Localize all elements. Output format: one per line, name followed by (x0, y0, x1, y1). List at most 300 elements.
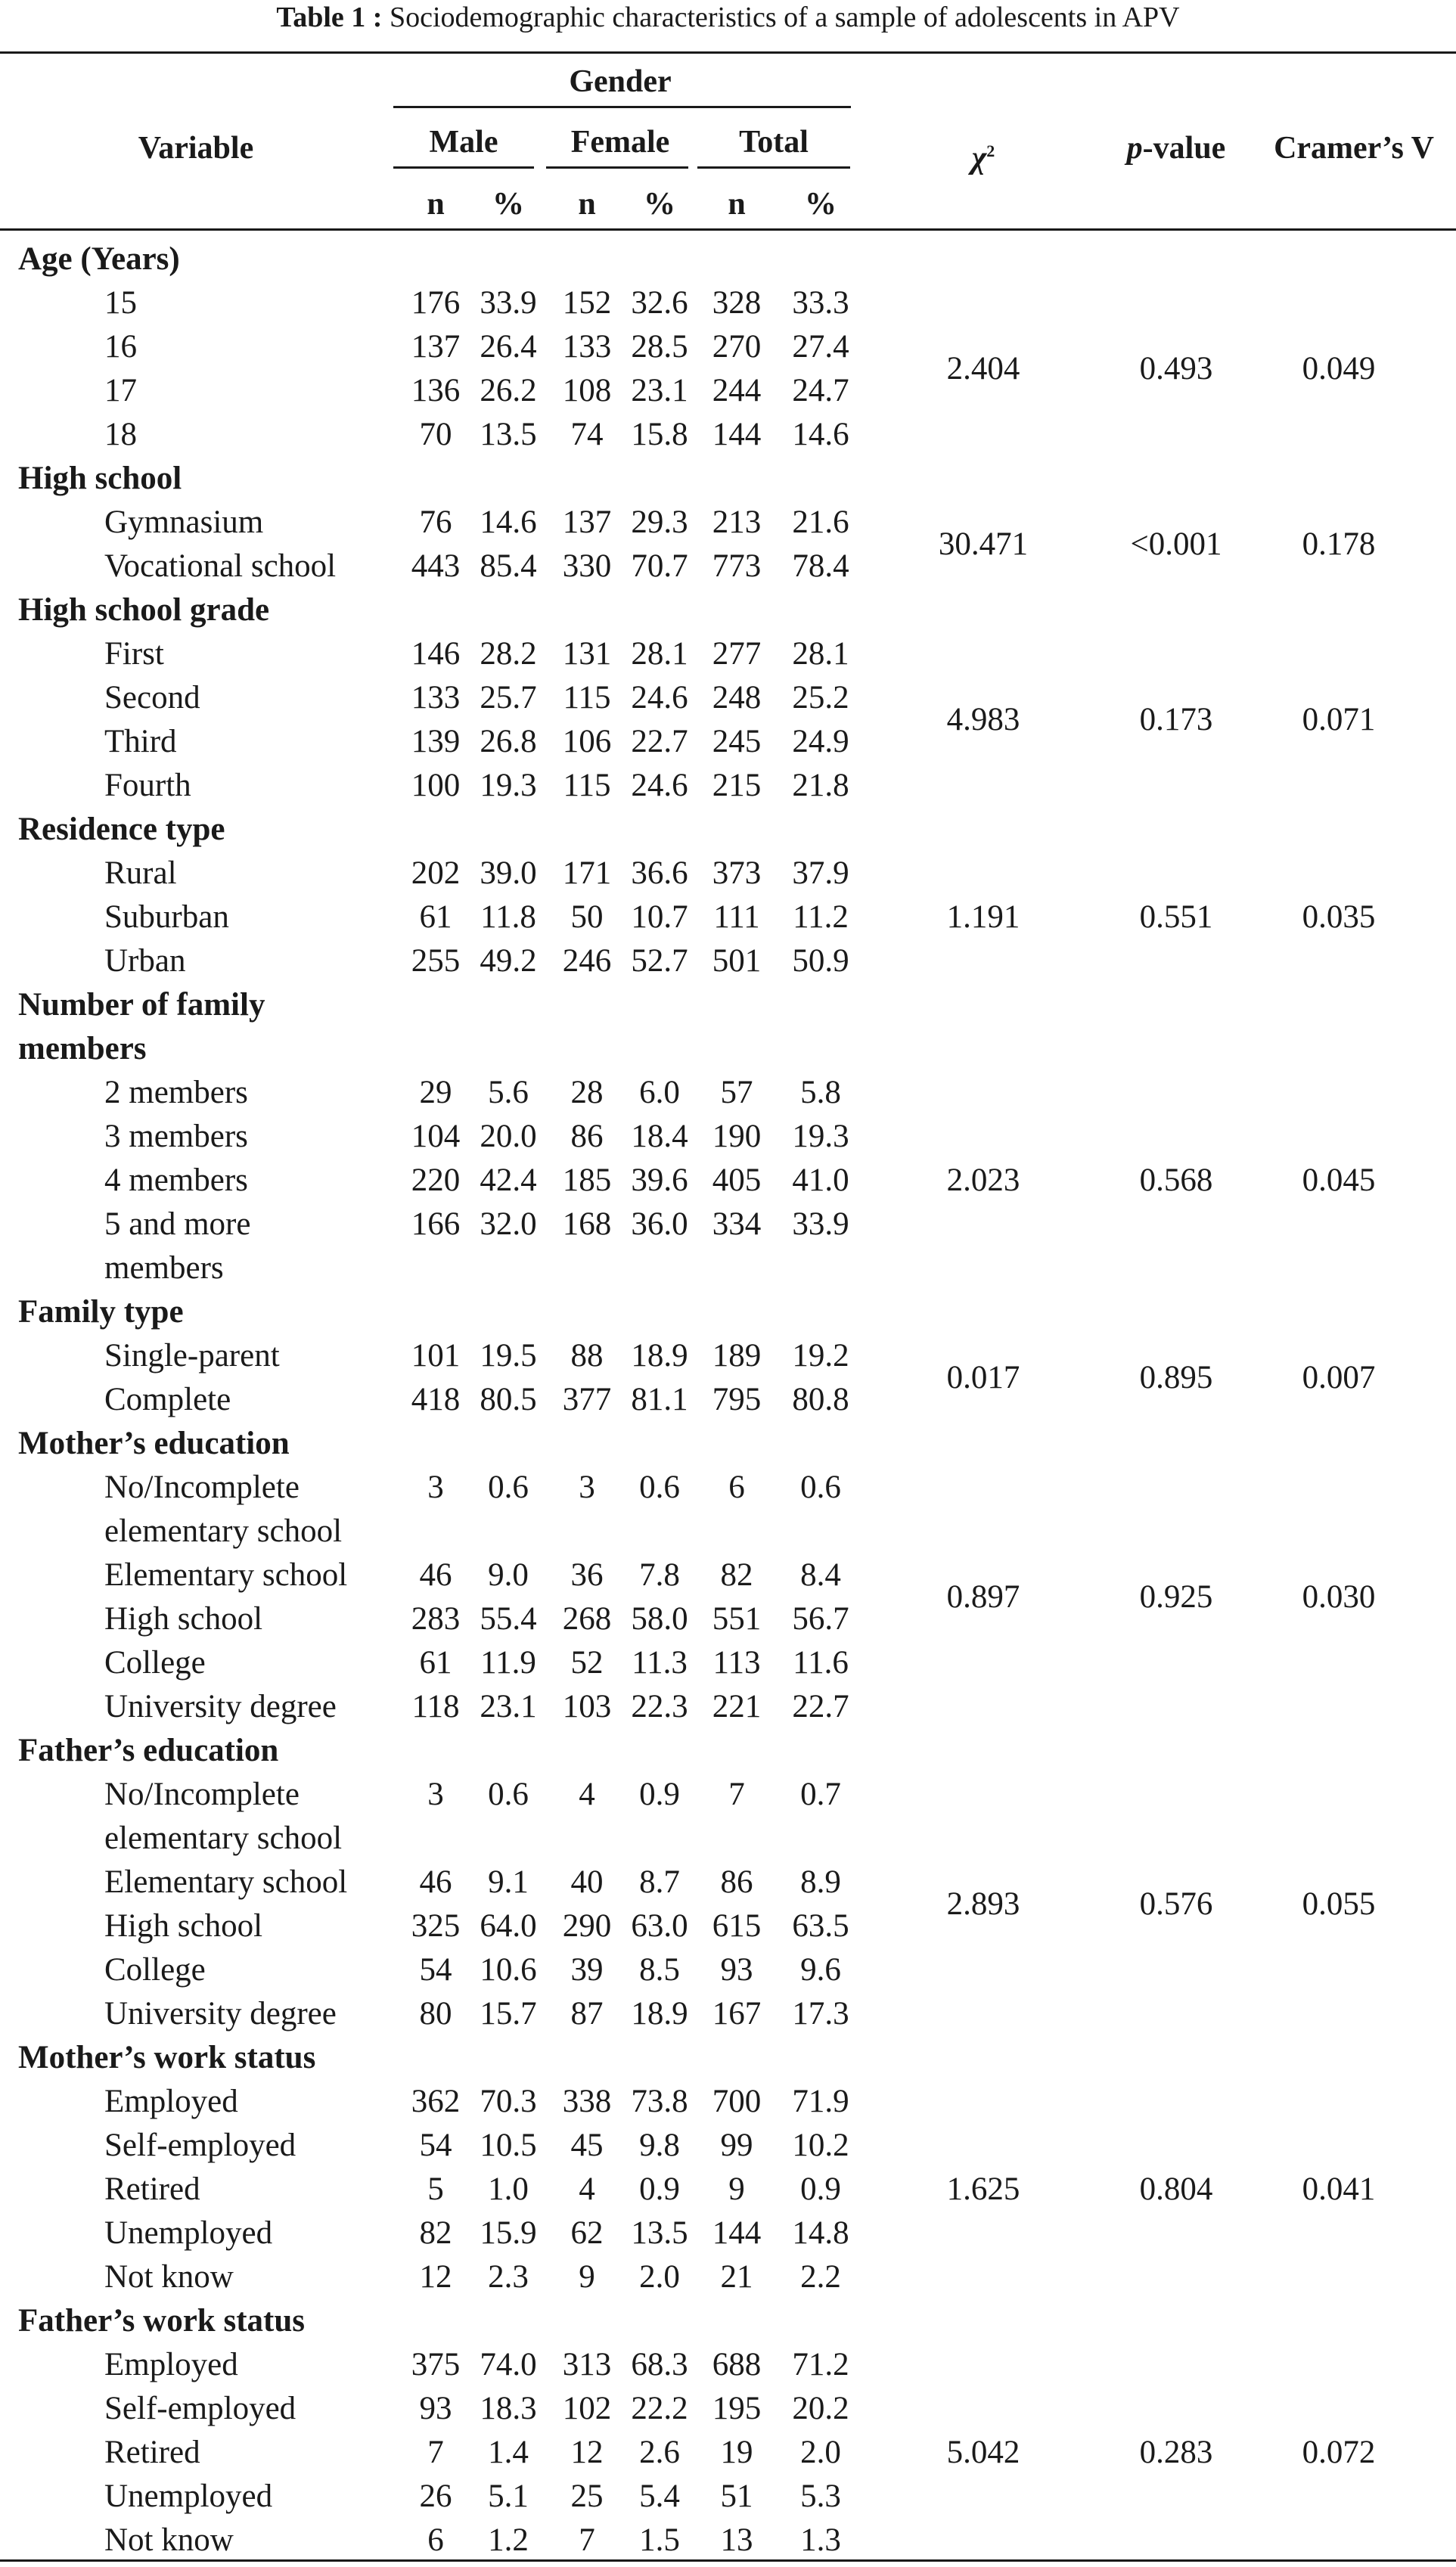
p-value: <0.001 (1130, 526, 1222, 562)
header-male-n: n (427, 187, 445, 222)
table-row (0, 1641, 1456, 1685)
cell-label: Employed (104, 2347, 238, 2382)
cell-male-pct: 15.7 (480, 1996, 537, 2032)
cell-total-pct: 50.9 (792, 943, 849, 979)
p-letter: p (1126, 131, 1143, 166)
cell-male-pct: 10.5 (480, 2128, 537, 2163)
cell-total-pct: 33.3 (792, 285, 849, 321)
cell-total-pct: 71.2 (792, 2347, 849, 2382)
cell-female-pct: 23.1 (631, 373, 688, 408)
cell-total-n: 501 (712, 943, 762, 979)
chi-square-value: 0.897 (946, 1579, 1020, 1615)
cell-total-n: 334 (712, 1206, 762, 1242)
cell-total-n: 700 (712, 2084, 762, 2119)
cell-male-n: 362 (411, 2084, 461, 2119)
chi-square-value: 4.983 (946, 702, 1020, 737)
cell-male-n: 139 (411, 724, 461, 759)
table-row (0, 632, 1456, 676)
cramers-v-value: 0.045 (1302, 1162, 1376, 1198)
cell-total-pct: 24.9 (792, 724, 849, 759)
cell-label: 18 (104, 417, 137, 452)
cell-female-pct: 6.0 (639, 1075, 680, 1110)
cell-female-pct: 70.7 (631, 548, 688, 584)
cell-female-n: 88 (570, 1338, 604, 1374)
cell-male-n: 136 (411, 373, 461, 408)
cell-female-pct: 29.3 (631, 504, 688, 540)
cell-male-pct: 32.0 (480, 1206, 537, 1242)
header-total-n: n (728, 187, 746, 222)
chi-square-value: 1.625 (946, 2171, 1020, 2207)
cell-male-n: 118 (411, 1689, 460, 1724)
section-heading: Residence type (18, 812, 225, 847)
cramers-v-value: 0.030 (1302, 1579, 1376, 1615)
cell-male-pct: 26.4 (480, 329, 537, 365)
p-value-suffix: -value (1142, 131, 1226, 166)
section-heading: Father’s education (18, 1733, 279, 1768)
cell-male-pct: 20.0 (480, 1119, 537, 1154)
cell-female-n: 115 (563, 680, 611, 715)
cell-female-n: 108 (562, 373, 612, 408)
top-rule (0, 51, 1456, 54)
cell-male-pct: 2.3 (488, 2259, 529, 2295)
chi-superscript: 2 (986, 141, 995, 160)
cell-male-n: 61 (419, 899, 452, 935)
cell-label: Not know (104, 2522, 234, 2558)
cell-male-pct: 28.2 (480, 636, 537, 672)
cell-male-pct: 0.6 (488, 1470, 529, 1505)
header-gender: Gender (569, 64, 672, 99)
cramers-v-value: 0.072 (1302, 2435, 1376, 2470)
cell-total-pct: 25.2 (792, 680, 849, 715)
cell-total-n: 9 (728, 2171, 745, 2207)
cell-total-pct: 63.5 (792, 1908, 849, 1944)
cell-male-pct: 19.5 (480, 1338, 537, 1374)
cell-male-n: 80 (419, 1996, 452, 2032)
cell-total-n: 221 (712, 1689, 762, 1724)
cell-male-pct: 9.0 (488, 1557, 529, 1593)
cell-total-n: 688 (712, 2347, 762, 2382)
cell-female-pct: 36.0 (631, 1206, 688, 1242)
chi-symbol: χ (971, 141, 987, 175)
cell-label: College (104, 1645, 206, 1681)
cell-total-n: 111 (713, 899, 760, 935)
cell-label: Self-employed (104, 2128, 296, 2163)
section-heading: Number of family (18, 987, 265, 1023)
cell-male-n: 146 (411, 636, 461, 672)
cell-female-n: 62 (570, 2215, 604, 2251)
cell-female-pct: 28.5 (631, 329, 688, 365)
cell-female-n: 36 (570, 1557, 604, 1593)
cell-total-n: 189 (712, 1338, 762, 1374)
table-row-continued (0, 1246, 1456, 1290)
section-heading: High school (18, 461, 182, 496)
cell-total-pct: 11.6 (793, 1645, 849, 1681)
cell-male-n: 100 (411, 768, 461, 803)
cell-label: 3 members (104, 1119, 248, 1154)
cell-total-pct: 71.9 (792, 2084, 849, 2119)
cramers-v-value: 0.055 (1302, 1886, 1376, 1922)
cell-male-pct: 14.6 (480, 504, 537, 540)
section-heading: Father’s work status (18, 2303, 305, 2339)
cramers-v-value: 0.178 (1302, 526, 1376, 562)
cell-male-pct: 5.6 (488, 1075, 529, 1110)
cell-total-n: 277 (712, 636, 762, 672)
cell-female-pct: 39.6 (631, 1162, 688, 1198)
cell-label-continued: elementary school (104, 1513, 343, 1549)
cell-total-n: 248 (712, 680, 762, 715)
cell-female-n: 185 (562, 1162, 612, 1198)
cell-male-pct: 1.4 (488, 2435, 529, 2470)
cell-label: First (104, 636, 164, 672)
cell-male-pct: 85.4 (480, 548, 537, 584)
cell-total-n: 19 (720, 2435, 753, 2470)
cell-total-pct: 37.9 (792, 855, 849, 891)
cell-label: Vocational school (104, 548, 337, 584)
table-row (0, 764, 1456, 808)
cell-label: Retired (104, 2171, 200, 2207)
caption-text: Sociodemographic characteristics of a sample of adolescents in APV (382, 2, 1180, 33)
cell-label: Not know (104, 2259, 234, 2295)
cell-male-pct: 11.8 (480, 899, 536, 935)
cell-female-n: 25 (570, 2479, 604, 2514)
chi-square-value: 2.893 (946, 1886, 1020, 1922)
total-underline (697, 166, 850, 169)
cell-total-n: 57 (720, 1075, 753, 1110)
cell-male-n: 255 (411, 943, 461, 979)
p-value: 0.173 (1139, 702, 1213, 737)
section-heading: Mother’s work status (18, 2040, 316, 2075)
cell-female-n: 74 (570, 417, 604, 452)
table-row-continued (0, 1817, 1456, 1861)
cell-label: Suburban (104, 899, 229, 935)
table-row (0, 852, 1456, 896)
cell-male-pct: 25.7 (480, 680, 537, 715)
table-row (0, 1773, 1456, 1817)
cell-label: High school (104, 1908, 263, 1944)
cell-male-n: 137 (411, 329, 461, 365)
cell-label: Third (104, 724, 177, 759)
cell-male-pct: 33.9 (480, 285, 537, 321)
cell-female-n: 338 (562, 2084, 612, 2119)
cell-male-n: 29 (419, 1075, 452, 1110)
cell-female-pct: 0.9 (639, 1777, 680, 1812)
table-row (0, 2255, 1456, 2299)
cell-male-n: 54 (419, 2128, 452, 2163)
header-female: Female (570, 125, 670, 160)
cell-female-pct: 5.4 (639, 2479, 680, 2514)
header-variable: Variable (138, 131, 254, 166)
p-value: 0.925 (1139, 1579, 1213, 1615)
cell-male-pct: 1.0 (488, 2171, 529, 2207)
cell-label: 16 (104, 329, 137, 365)
header-total-pct: % (805, 187, 837, 222)
p-value: 0.568 (1139, 1162, 1213, 1198)
cell-female-n: 171 (562, 855, 612, 891)
header-female-n: n (578, 187, 596, 222)
table-row (0, 2124, 1456, 2168)
cell-total-pct: 33.9 (792, 1206, 849, 1242)
cell-female-pct: 1.5 (639, 2522, 680, 2558)
cell-total-n: 245 (712, 724, 762, 759)
cell-total-pct: 2.0 (800, 2435, 841, 2470)
cell-female-n: 133 (562, 329, 612, 365)
cell-total-pct: 14.8 (792, 2215, 849, 2251)
cell-female-pct: 18.4 (631, 1119, 688, 1154)
header-bottom-rule (0, 228, 1456, 231)
cell-total-n: 93 (720, 1952, 753, 1988)
cell-label: Unemployed (104, 2215, 273, 2251)
cell-male-pct: 15.9 (480, 2215, 537, 2251)
chi-square-value: 2.404 (946, 351, 1020, 386)
cell-male-n: 220 (411, 1162, 461, 1198)
cell-female-pct: 28.1 (631, 636, 688, 672)
cell-total-n: 328 (712, 285, 762, 321)
header-p-value (1104, 127, 1248, 169)
cell-label: Self-employed (104, 2391, 296, 2426)
cell-female-n: 40 (570, 1864, 604, 1900)
cell-female-n: 137 (562, 504, 612, 540)
cell-total-n: 213 (712, 504, 762, 540)
cell-female-n: 115 (563, 768, 611, 803)
cell-male-pct: 49.2 (480, 943, 537, 979)
cell-female-n: 9 (579, 2259, 595, 2295)
header-female-pct: % (644, 187, 675, 222)
cell-total-n: 82 (720, 1557, 753, 1593)
cell-female-n: 87 (570, 1996, 604, 2032)
cramers-v-value: 0.007 (1302, 1360, 1376, 1395)
table-row (0, 1685, 1456, 1729)
chi-square-value: 30.471 (938, 526, 1029, 562)
cell-female-n: 246 (562, 943, 612, 979)
cell-male-pct: 1.2 (488, 2522, 529, 2558)
cell-female-n: 290 (562, 1908, 612, 1944)
table-row (0, 1115, 1456, 1159)
bottom-rule (0, 2559, 1456, 2562)
cell-female-pct: 52.7 (631, 943, 688, 979)
cell-label: Urban (104, 943, 186, 979)
cell-female-n: 313 (562, 2347, 612, 2382)
cell-female-pct: 36.6 (631, 855, 688, 891)
cell-total-n: 21 (720, 2259, 753, 2295)
cell-female-n: 168 (562, 1206, 612, 1242)
cell-total-n: 144 (712, 417, 762, 452)
table-row (0, 1203, 1456, 1246)
cell-male-n: 375 (411, 2347, 461, 2382)
cell-female-pct: 11.3 (632, 1645, 688, 1681)
table-row-continued (0, 1510, 1456, 1554)
p-value: 0.895 (1139, 1360, 1213, 1395)
cell-male-pct: 19.3 (480, 768, 537, 803)
cell-male-pct: 42.4 (480, 1162, 537, 1198)
cell-total-pct: 22.7 (792, 1689, 849, 1724)
cell-label: Elementary school (104, 1864, 348, 1900)
cell-total-pct: 24.7 (792, 373, 849, 408)
cell-male-n: 46 (419, 1864, 452, 1900)
cell-male-n: 3 (427, 1470, 444, 1505)
cell-total-pct: 0.9 (800, 2171, 841, 2207)
cell-female-pct: 13.5 (631, 2215, 688, 2251)
cell-total-n: 270 (712, 329, 762, 365)
table-row (0, 1992, 1456, 2036)
cramers-v-value: 0.071 (1302, 702, 1376, 737)
caption-label: Table 1 : (276, 2, 383, 33)
cell-total-pct: 20.2 (792, 2391, 849, 2426)
p-value: 0.551 (1139, 899, 1213, 935)
table-row (0, 2212, 1456, 2255)
cell-label: No/Incomplete (104, 1470, 300, 1505)
cell-total-n: 190 (712, 1119, 762, 1154)
cell-female-n: 28 (570, 1075, 604, 1110)
cell-female-pct: 9.8 (639, 2128, 680, 2163)
cell-male-n: 46 (419, 1557, 452, 1593)
cell-label: University degree (104, 1689, 337, 1724)
cell-total-n: 795 (712, 1382, 762, 1417)
table-row (0, 1948, 1456, 1992)
cell-male-n: 283 (411, 1601, 461, 1637)
cell-female-n: 12 (570, 2435, 604, 2470)
cell-total-pct: 21.6 (792, 504, 849, 540)
cell-male-pct: 26.2 (480, 373, 537, 408)
cell-label: University degree (104, 1996, 337, 2032)
cell-male-n: 7 (427, 2435, 444, 2470)
cell-total-pct: 0.6 (800, 1470, 841, 1505)
cell-female-pct: 7.8 (639, 1557, 680, 1593)
cell-female-pct: 2.0 (639, 2259, 680, 2295)
cell-female-pct: 81.1 (631, 1382, 688, 1417)
cell-total-n: 99 (720, 2128, 753, 2163)
header-male: Male (429, 125, 498, 160)
cell-total-n: 6 (728, 1470, 745, 1505)
cell-total-pct: 19.2 (792, 1338, 849, 1374)
cell-total-pct: 80.8 (792, 1382, 849, 1417)
cell-male-pct: 64.0 (480, 1908, 537, 1944)
p-value: 0.576 (1139, 1886, 1213, 1922)
cell-male-n: 12 (419, 2259, 452, 2295)
table-row (0, 281, 1456, 325)
table-row (0, 2475, 1456, 2519)
cell-total-pct: 0.7 (800, 1777, 841, 1812)
cell-female-n: 377 (562, 1382, 612, 1417)
cell-female-pct: 8.7 (639, 1864, 680, 1900)
cell-female-n: 330 (562, 548, 612, 584)
cell-female-n: 103 (562, 1689, 612, 1724)
cell-total-pct: 78.4 (792, 548, 849, 584)
cell-label: Unemployed (104, 2479, 273, 2514)
cell-male-pct: 18.3 (480, 2391, 537, 2426)
cell-male-pct: 70.3 (480, 2084, 537, 2119)
table-caption (0, 0, 1456, 47)
chi-square-value: 0.017 (946, 1360, 1020, 1395)
cell-total-n: 113 (712, 1645, 761, 1681)
chi-square-value: 2.023 (946, 1162, 1020, 1198)
section-heading: Mother’s education (18, 1426, 290, 1461)
cell-total-n: 373 (712, 855, 762, 891)
cell-total-n: 144 (712, 2215, 762, 2251)
cell-total-pct: 1.3 (800, 2522, 841, 2558)
cell-female-pct: 18.9 (631, 1338, 688, 1374)
cell-male-pct: 5.1 (488, 2479, 529, 2514)
cell-total-pct: 5.3 (800, 2479, 841, 2514)
cell-female-n: 102 (562, 2391, 612, 2426)
section-heading: Family type (18, 1294, 184, 1330)
cell-label: Complete (104, 1382, 231, 1417)
cramers-v-value: 0.035 (1302, 899, 1376, 935)
cell-male-n: 3 (427, 1777, 444, 1812)
cell-female-pct: 10.7 (631, 899, 688, 935)
header-cramers-v: Cramer’s V (1274, 131, 1434, 166)
cell-total-n: 773 (712, 548, 762, 584)
cell-female-n: 45 (570, 2128, 604, 2163)
section-heading: Age (Years) (18, 241, 180, 277)
cell-total-n: 405 (712, 1162, 762, 1198)
cell-total-pct: 14.6 (792, 417, 849, 452)
cell-male-pct: 9.1 (488, 1864, 529, 1900)
table-row (0, 1466, 1456, 1510)
cell-male-n: 418 (411, 1382, 461, 1417)
cell-female-n: 39 (570, 1952, 604, 1988)
cell-female-pct: 22.2 (631, 2391, 688, 2426)
cell-total-pct: 9.6 (800, 1952, 841, 1988)
cell-total-pct: 56.7 (792, 1601, 849, 1637)
cell-male-n: 54 (419, 1952, 452, 1988)
cell-female-n: 3 (579, 1470, 595, 1505)
table-row (0, 2519, 1456, 2562)
cell-label: Second (104, 680, 200, 715)
cell-female-n: 268 (562, 1601, 612, 1637)
table-row (0, 413, 1456, 457)
cell-total-n: 51 (720, 2479, 753, 2514)
cell-label: 4 members (104, 1162, 248, 1198)
cell-total-n: 7 (728, 1777, 745, 1812)
table-row (0, 1071, 1456, 1115)
cell-label: Elementary school (104, 1557, 348, 1593)
cell-total-pct: 17.3 (792, 1996, 849, 2032)
cell-female-n: 4 (579, 1777, 595, 1812)
cell-label: 15 (104, 285, 137, 321)
cell-total-pct: 41.0 (792, 1162, 849, 1198)
table-row (0, 2343, 1456, 2387)
cell-total-pct: 21.8 (792, 768, 849, 803)
cell-female-pct: 18.9 (631, 1996, 688, 2032)
cell-total-pct: 10.2 (792, 2128, 849, 2163)
cell-female-n: 152 (562, 285, 612, 321)
cell-label: Fourth (104, 768, 191, 803)
cell-label-continued: members (104, 1250, 224, 1286)
cell-total-n: 195 (712, 2391, 762, 2426)
cell-label: Retired (104, 2435, 200, 2470)
cell-label: 5 and more (104, 1206, 251, 1242)
section-heading: High school grade (18, 592, 270, 628)
cell-female-n: 86 (570, 1119, 604, 1154)
cell-female-n: 131 (562, 636, 612, 672)
section-heading-continued: members (18, 1031, 147, 1066)
cell-total-n: 615 (712, 1908, 762, 1944)
cell-label: College (104, 1952, 206, 1988)
cell-female-pct: 32.6 (631, 285, 688, 321)
cell-label: High school (104, 1601, 263, 1637)
cell-female-n: 4 (579, 2171, 595, 2207)
cell-label: 2 members (104, 1075, 248, 1110)
cell-male-n: 61 (419, 1645, 452, 1681)
cell-total-n: 244 (712, 373, 762, 408)
gender-underline (393, 106, 851, 108)
cell-female-pct: 8.5 (639, 1952, 680, 1988)
cell-total-pct: 5.8 (800, 1075, 841, 1110)
cell-female-pct: 24.6 (631, 680, 688, 715)
cell-male-pct: 74.0 (480, 2347, 537, 2382)
cell-label: 17 (104, 373, 137, 408)
cell-total-pct: 8.4 (800, 1557, 841, 1593)
